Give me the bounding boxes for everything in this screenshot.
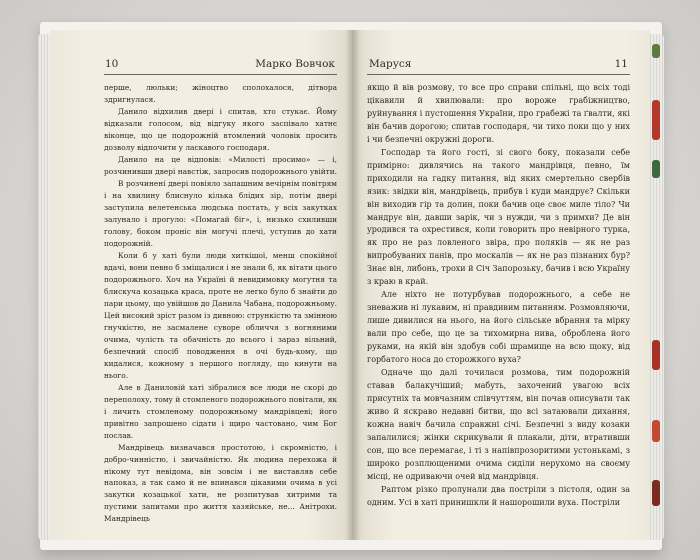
right-page (353, 30, 650, 540)
right-header-rule (367, 74, 630, 75)
paragraph: Раптом різко пролунали два постріли з пістоля, один за одним. Усі в хаті принишкли й нашорошили вуха. Постріли (367, 484, 630, 507)
paragraph: Мандрівець визначався простотою, і скромністю, і добро-чинністю, і звичайністю. Як людина перехожа й нікому тут невідома, він зовсім і не виставляв себе напоказ, а так само й не впинався цікавими очима в усі закутки козацької хати, не розпитував хитрими та пустими запитами про життя хазяйське, не... Анітрохи. Мандрівець (104, 442, 337, 524)
page-edges-left (38, 34, 50, 540)
cover-ornament (652, 40, 662, 510)
paragraph: якщо й вів розмову, то все про справи спільні, що всіх тоді цікавили й хвилювали: про вороже грабіжництво, руйнування і пустошення України, про грабежі та ґвалти, які він бачив дорогою; спитав господаря, чи тихо поки що у них і чи безпечні окружні дороги. (367, 83, 630, 144)
paragraph: Господар та його гості, зі свого боку, показали себе примірно: дивлячись на такого мандрівця, певно, їм приходили на гадку питання, від яких смертельно свербів язик: звідки він, мандрівець, прибув і куди мандрує? Скільки він виходив гір та долин, поки бачив оце своє миле тіло? Чи мандрує він, давши зарік, чи з нужди, чи з примхи? Де він уродився та охрестився, коли говорить про невірного турка, як про не раз ловленого звіра, про поляків — як не раз випробуваних панів, про москалів — як не раз пізнаних бур? Знає він, либонь, трохи й Січ Запорозьку, бачив і всю Україну з краю в край. (367, 147, 631, 287)
book-gutter-shadow (346, 30, 360, 540)
left-page (50, 30, 353, 540)
left-header-rule (104, 74, 337, 75)
paragraph: Данило відхилив двері і спитав, хто стукає. Йому відказали голосом, від відгуку якого заспівало хатнє віконце, що це подорожній втомлений чоловік просить дозволу відпочити у ласкавого господаря. (104, 106, 337, 152)
paragraph: Але в Даниловій хаті зібралися все люди не скорі до переполоху, тому й стомленого подорожнього повітали, як і личить стомленому подорожньому мандрівцеві; його привітно запрошено сідати і щиро частовано, чим Бог послав. (104, 382, 337, 440)
left-running-title: Марко Вовчок (255, 58, 335, 70)
paragraph: Данило на це відповів: «Милості просимо» — і, розчинивши двері навстіж, запросив подорожнього увійти. (104, 154, 337, 176)
paragraph: Але ніхто не потурбував подорожнього, а себе не зневажив ні лукавим, ні правдивим питанням. Розмовляючи, лише дивилися на нього, на його сільське вбрання та мірку вали про себе, що це за тихомирна нива, оброблена його руками, на якій він здобув собі шрамище на всю щоку, від горбатого носа до сторожкого вуха? (367, 290, 630, 365)
right-page-number: 11 (614, 58, 628, 70)
right-running-title: Маруся (369, 58, 412, 70)
paragraph: Одначе що далі точилася розмова, тим подорожній ставав балакучіший; мабуть, захочений увагою всіх присутніх та мовчазним співчуттям, він почав описувати так живо й яскраво недавні битви, що всі затаювали дихання, кожна навіч бачила справжні січі. Безпечні з виду козаки запалилися; жінки скрикували й плакали, діти, втративши сон, що все перемагає, і ті з напівпрозоритими устонькамі, з широко розплющеними очима сиділи нерухомо на своєму місці, не одриваючи очей від мандрівця. (367, 367, 630, 481)
right-body-text (367, 82, 630, 509)
paragraph: Коли б у хаті були люди хиткішої, менш спокійної вдачі, вони певно б зміщалися і не знали б, як вітати цього подорожнього. Хоч на Україні й невидимовку могутня та блискуча козацька краса, проте не легко було б знайти до пари цьому, що увійшов до Данила Чабана, подорожньому. Цей високий зріст разом із дивною: стрункістю та змінною гнучкістю, не засмалене суворе обличчя з вогняними очима, чулість та обачність до всього і зараз вільний, безпечний спосіб поводження в очі будь-кому, що кидалися, кожному з першого погляду, що кинути на нього. (104, 250, 337, 380)
left-page-number: 10 (105, 58, 119, 70)
paragraph: перше, люльки; жіноцтво сполохалося, дітвора здригнулася. (104, 83, 337, 104)
paragraph: В розчинені двері повіяло запашним вечірнім повітрям і на хвилину блиснуло кілька блідих зір, потім двері заступила велетенська людська постать, у всіх закутках залунало і прогуло: «Помагай біг», і, низько схиливши голову, боком проніс він могучі плечі, уступив до хати подорожній. (104, 178, 337, 248)
left-body-text (104, 82, 337, 525)
